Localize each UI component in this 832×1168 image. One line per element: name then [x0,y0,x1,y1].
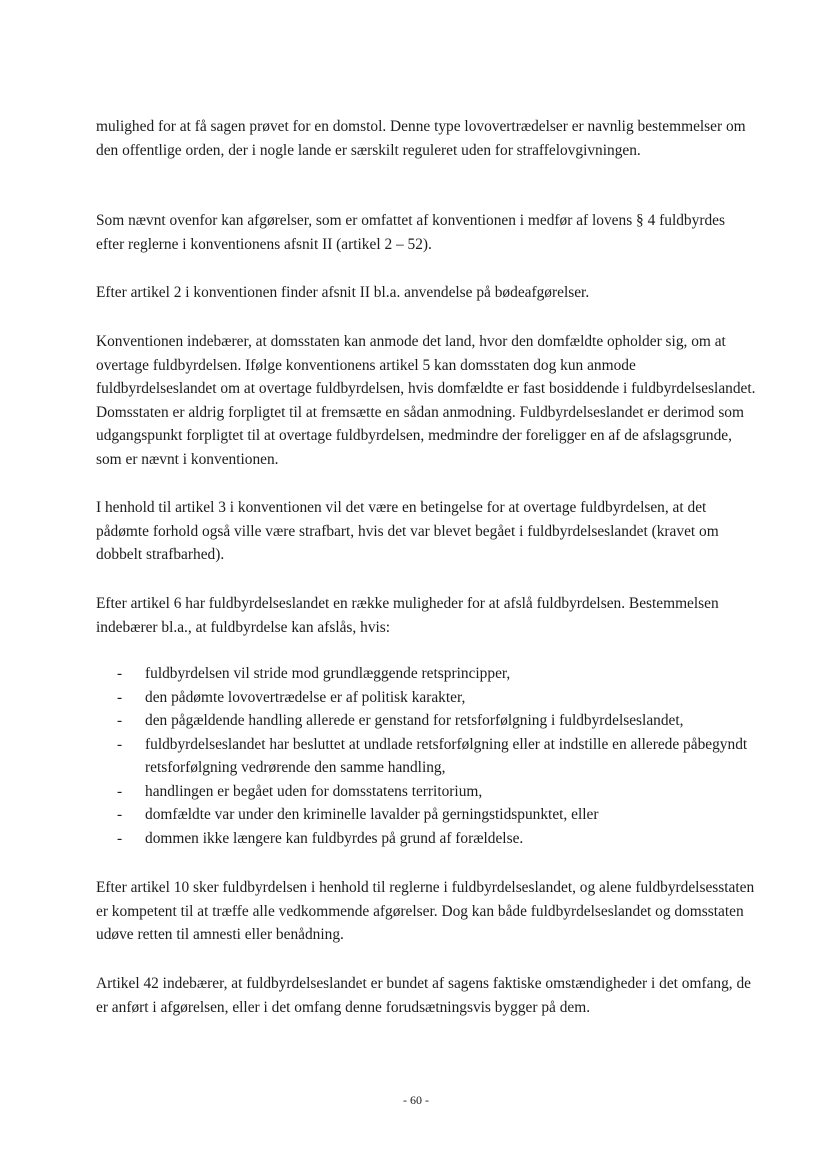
paragraph-text: Efter artikel 10 sker fuldbyrdelsen i henhold til reglerne i fuldbyrdelseslandet, og alene fuldbyrdelsesstaten er kompetent til at træffe alle vedkommende afgørelser. Dog kan både fuldbyrdelseslandet og domsstaten udøve retten til amnesti eller benådning. [96,879,755,943]
bullet-dash: - [117,735,123,753]
refusal-grounds-list [96,662,756,850]
list-item-text: handlingen er begået uden for domsstatens territorium, [145,782,483,800]
list-item-text: fuldbyrdelsen vil stride mod grundlæggende retsprincipper, [145,665,511,682]
list-item-text: den pågældende handling allerede er genstand for retsforfølgning i fuldbyrdelseslandet, [145,712,684,729]
paragraph-text: Efter artikel 6 har fuldbyrdelseslandet en række muligheder for at afslå fuldbyrdelsen. Bestemmelsen indebærer bl.a., at fuldbyrdelse kan afslås, hvis: [96,595,719,636]
paragraph-text: I henhold til artikel 3 i konventionen vil det være en betingelse for at overtage fuldbyrdelsen, at det pådømte forhold også ville være strafbart, hvis det var blevet begået i fuldbyrdelseslandet (kravet om dobbelt strafbarhed). [96,499,719,563]
list-item [96,780,756,804]
list-item-text: fuldbyrdelseslandet har besluttet at undlade retsforfølgning eller at indstille en allerede påbegyndt retsforfølgning vedrørende den samme handling, [145,735,748,776]
list-item [96,662,756,686]
paragraph-court-review [96,115,756,162]
paragraph-convention-request [96,330,756,471]
list-item-text: dommen ikke længere kan fuldbyrdes på grund af forældelse. [145,829,524,847]
paragraph-text: mulighed for at få sagen prøvet for en domstol. Denne type lovovertrædelser er navnlig bestemmelser om den offentlige orden, der i nogle lande er særskilt reguleret uden for straffelovgivningen. [96,118,746,159]
bullet-dash: - [117,782,123,800]
list-item-text: domfældte var under den kriminelle lavalder på gerningstidspunktet, eller [145,806,599,823]
paragraph-text: Efter artikel 2 i konventionen finder afsnit II bl.a. anvendelse på bødeafgørelser. [96,284,590,301]
list-item-text: den pådømte lovovertrædelse er af politisk karakter, [145,688,466,706]
bullet-dash: - [117,665,123,682]
paragraph-article-3 [96,496,756,567]
bullet-dash: - [117,829,123,847]
paragraph-text: Artikel 42 indebærer, at fuldbyrdelseslandet er bundet af sagens faktiske omstændigheder i det omfang, de er anført i afgørelsen, eller i det omfang denne forudsætningsvis bygger på dem. [96,975,752,1016]
bullet-dash: - [117,712,123,729]
bullet-dash: - [117,688,123,706]
paragraph-article-6 [96,592,756,639]
list-item [96,733,756,780]
list-item [96,803,756,827]
paragraph-text: Konventionen indebærer, at domsstaten kan anmode det land, hvor den domfældte opholder sig, om at overtage fuldbyrdelsen. Ifølge konventionens artikel 5 kan domsstaten dog kun anmode fuldbyrdelseslandet om at overtage fuldbyrdelsen, hvis domfældte er fast bosiddende i fuldbyrdelseslandet. Domsstaten er aldrig forpligtet til at fremsætte en sådan anmodning. Fuldbyrdelseslandet er derimod som udgangspunkt forpligtet til at overtage fuldbyrdelsen, medmindre der foreligger en af de afslagsgrunde, som er nævnt i konventionen. [96,333,756,468]
paragraph-article-10 [96,876,756,947]
bullet-dash: - [117,806,123,823]
paragraph-article-42 [96,972,756,1019]
list-item [96,827,756,851]
list-item [96,709,756,733]
list-item [96,686,756,710]
page-number: - 60 - [403,1093,429,1107]
paragraph-text: Som nævnt ovenfor kan afgørelser, som er omfattet af konventionen i medfør af lovens § 4 fuldbyrdes efter reglerne i konventionens afsnit II (artikel 2 – 52). [96,212,725,253]
paragraph-section-4 [96,209,756,256]
paragraph-article-2 [96,281,756,305]
